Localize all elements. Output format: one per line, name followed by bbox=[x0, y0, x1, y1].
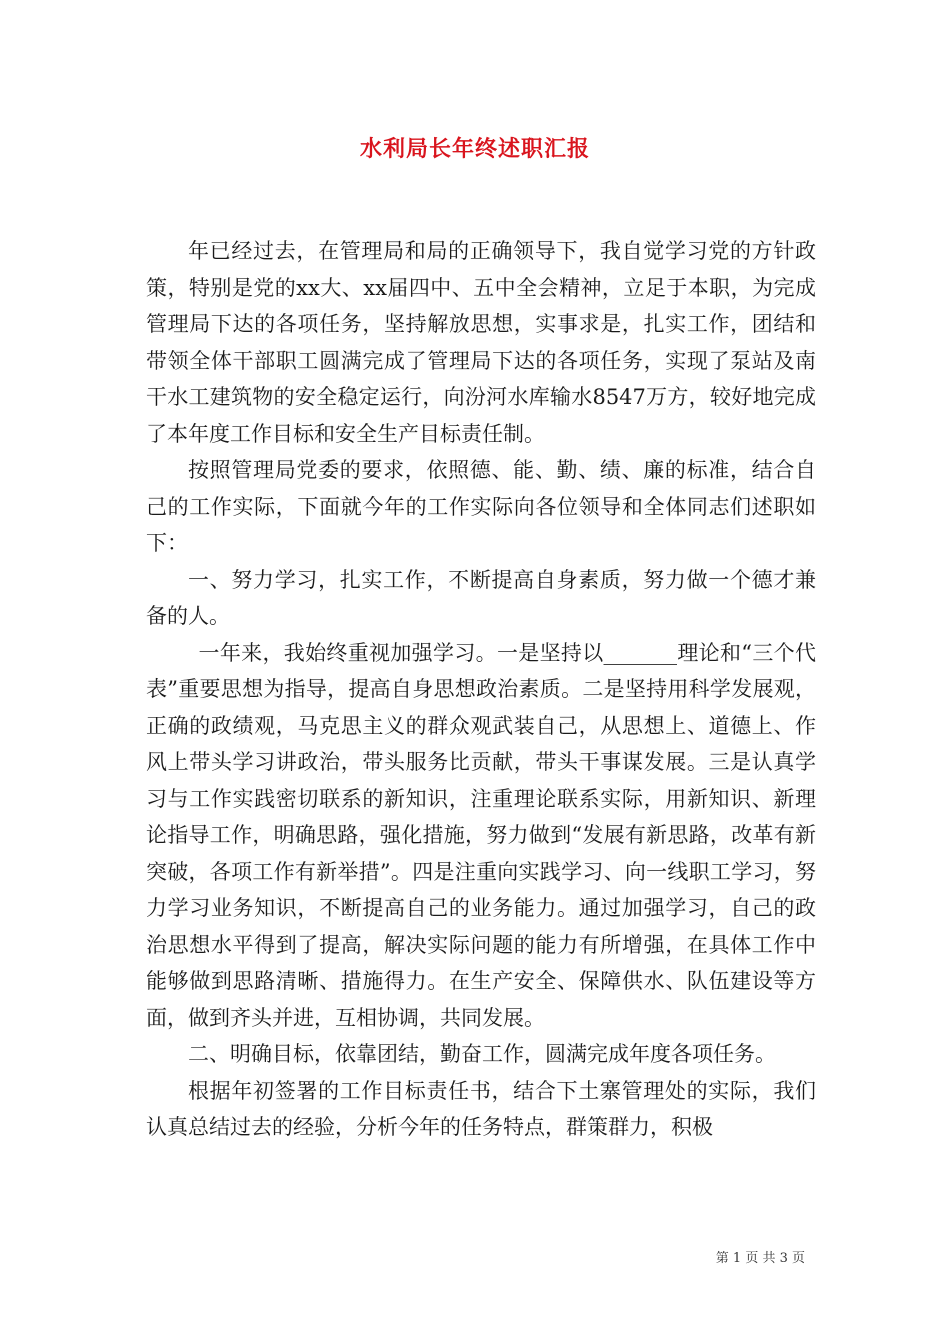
section-heading-1: 一、努力学习，扎实工作，不断提高自身素质，努力做一个德才兼备的人。 bbox=[146, 567, 816, 628]
paragraph-targets: 根据年初签署的工作目标责任书，结合下土寨管理处的实际，我们认真总结过去的经验，分析今年的任务特点，群策群力，积极 bbox=[146, 1078, 816, 1139]
paragraph-standards: 按照管理局党委的要求，依照德、能、勤、绩、廉的标准，结合自己的工作实际，下面就今年的工作实际向各位领导和全体同志们述职如下： bbox=[146, 458, 816, 555]
paragraph-intro: 年已经过去，在管理局和局的正确领导下，我自觉学习党的方针政策，特别是党的xx大、xx届四中、五中全会精神，立足于本职，为完成管理局下达的各项任务，坚持解放思想，实事求是，扎实工作，团结和带领全体干部职工圆满完成了管理局下达的各项任务，实现了泵站及南干水工建筑物的安全稳定运行，向汾河水库输水8547万方，较好地完成了本年度工作目标和安全生产目标责任制。 bbox=[146, 239, 816, 446]
document-body bbox=[146, 233, 816, 1146]
paragraph-study: 一年来，我始终重视加强学习。一是坚持以_______理论和“三个代表”重要思想为指导，提高自身思想政治素质。二是坚持用科学发展观，正确的政绩观，马克思主义的群众观武装自己，从思想上、道德上、作风上带头学习讲政治，带头服务比贡献，带头干事谋发展。三是认真学习与工作实践密切联系的新知识，注重理论联系实际，用新知识、新理论指导工作，明确思路，强化措施，努力做到“发展有新思路，改革有新突破，各项工作有新举措”。四是注重向实践学习、向一线职工学习，努力学习业务知识，不断提高自己的业务能力。通过加强学习，自己的政治思想水平得到了提高，解决实际问题的能力有所增强，在具体工作中能够做到思路清晰、措施得力。在生产安全、保障供水、队伍建设等方面，做到齐头并进，互相协调，共同发展。 bbox=[146, 640, 816, 1030]
page-title: 水利局长年终述职汇报 bbox=[359, 136, 590, 162]
page-number: 第 1 页 共 3 页 bbox=[715, 1251, 805, 1266]
section-heading-2: 二、明确目标，依靠团结，勤奋工作，圆满完成年度各项任务。 bbox=[188, 1042, 776, 1066]
